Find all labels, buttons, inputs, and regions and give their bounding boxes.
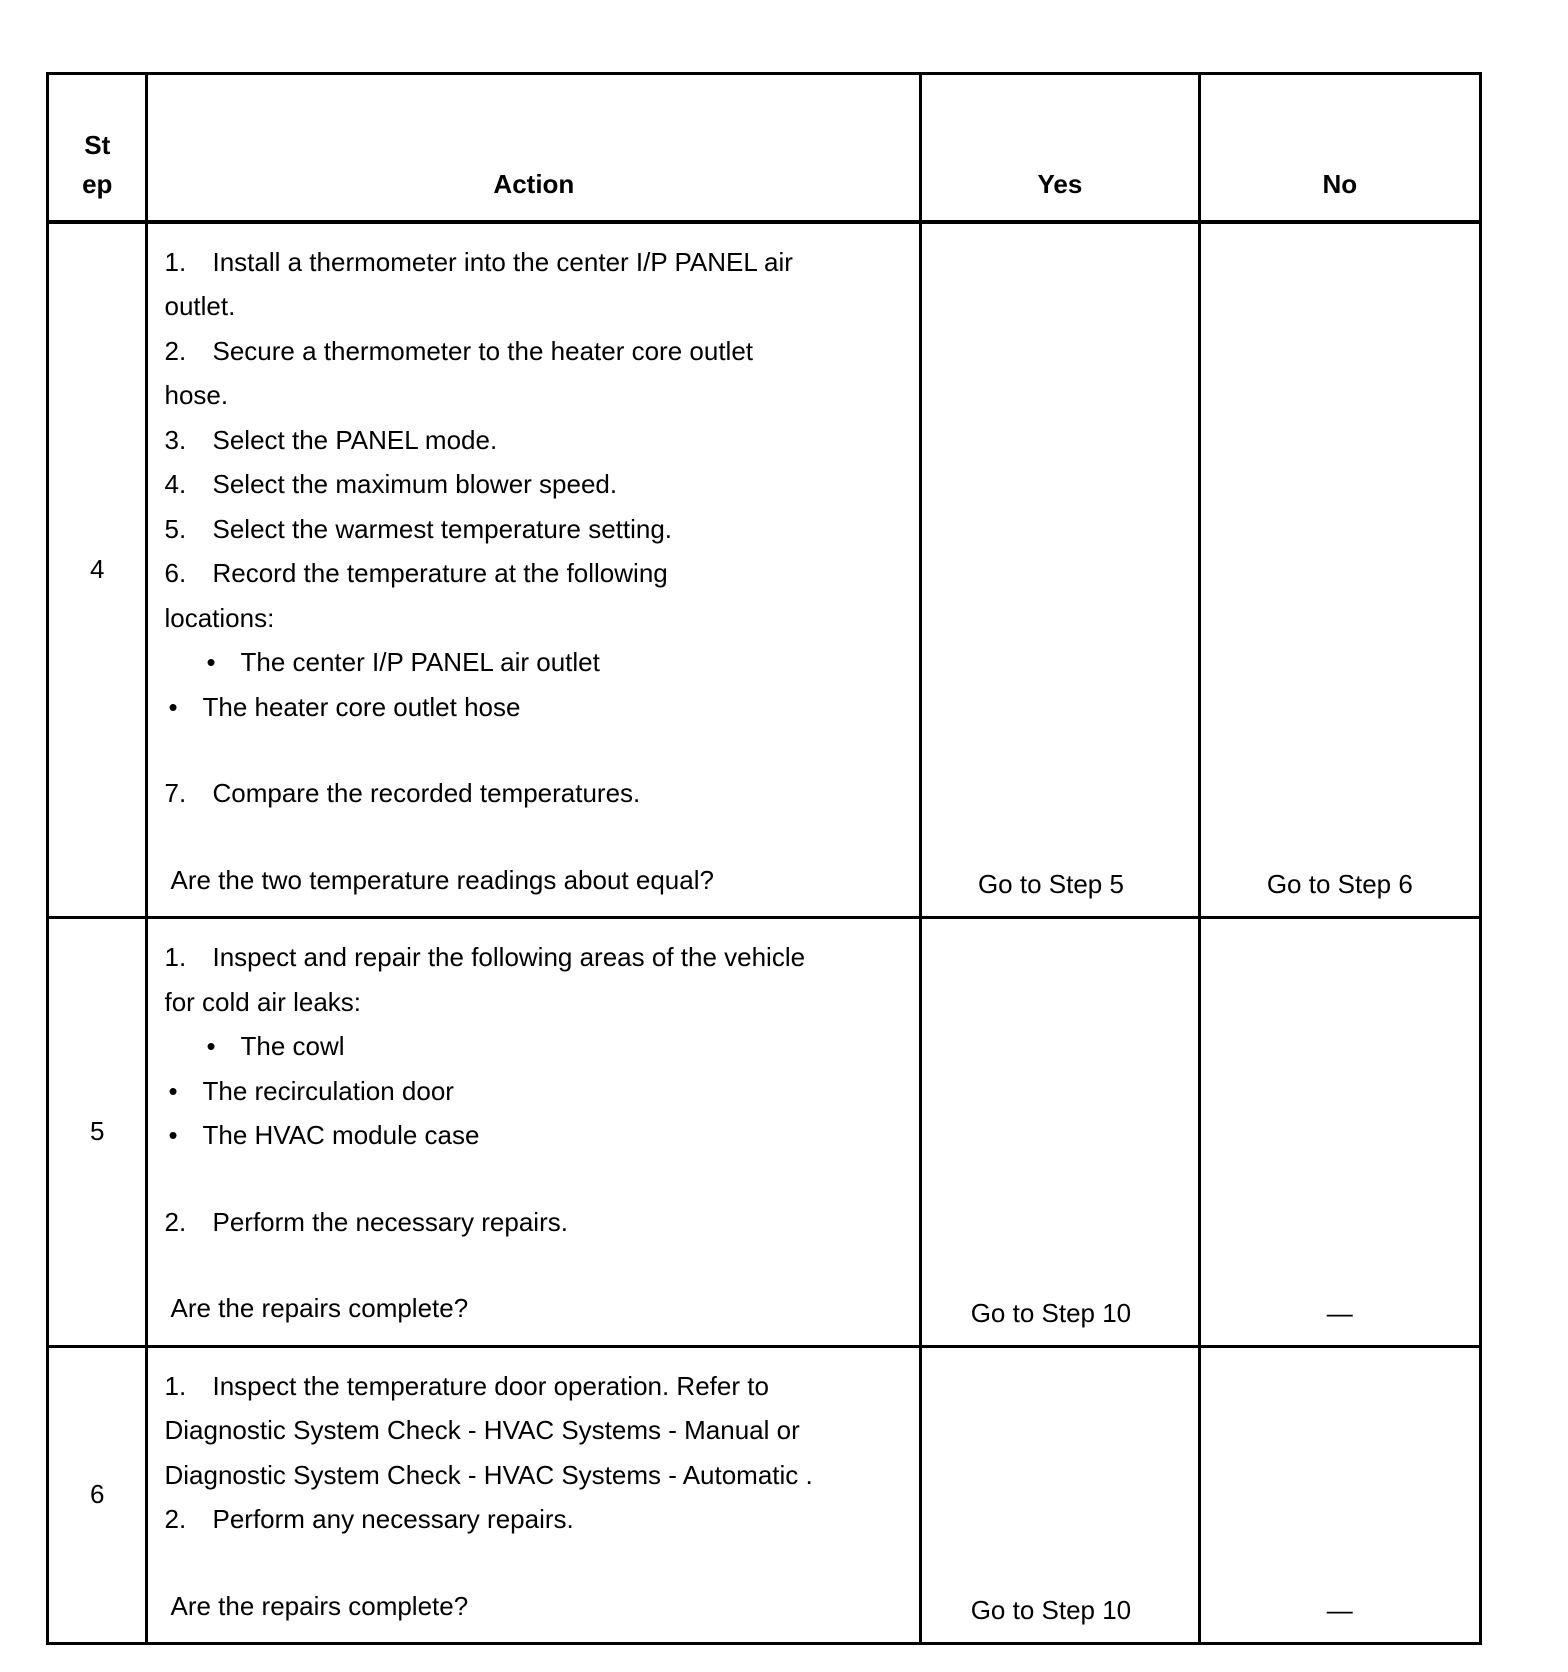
no-answer: Go to Step 6	[1199, 222, 1480, 918]
header-step: St ep	[48, 74, 147, 222]
instruction-line: 3. Select the PANEL mode.	[164, 424, 498, 455]
bullet-icon: •	[168, 1120, 178, 1150]
instruction-line: Diagnostic System Check - HVAC Systems - Manual or	[164, 1415, 800, 1445]
instruction-line: Diagnostic System Check - HVAC Systems - Automatic .	[164, 1459, 813, 1490]
action-cell	[147, 918, 921, 1347]
instruction-line: 1. Inspect the temperature door operation. Refer to	[164, 1370, 769, 1401]
step-number: 4	[48, 222, 147, 918]
header-yes: Yes	[921, 74, 1199, 222]
bullet-icon: •	[206, 647, 216, 677]
bullet-item: • The heater core outlet hose	[164, 685, 907, 730]
bullet-item: • The cowl	[164, 1024, 907, 1069]
no-answer: —	[1199, 918, 1480, 1347]
question-text: Are the repairs complete?	[170, 1293, 469, 1323]
step-number: 5	[48, 918, 147, 1347]
bullet-icon: •	[206, 1031, 216, 1061]
instruction-line: outlet.	[164, 291, 236, 321]
instruction-line: 1. Install a thermometer into the center I/P PANEL air	[164, 246, 793, 277]
instruction-line: 2. Perform the necessary repairs.	[164, 1206, 568, 1237]
question-text: Are the two temperature readings about equal?	[170, 864, 714, 895]
header-no: No	[1199, 74, 1480, 222]
table-row-step-5	[48, 918, 1481, 1347]
no-answer: —	[1199, 1346, 1480, 1644]
bullet-icon: •	[168, 691, 178, 722]
instruction-line: 2. Secure a thermometer to the heater core outlet	[164, 335, 753, 366]
diagnostic-table	[46, 72, 1482, 1645]
yes-answer: Go to Step 10	[921, 918, 1199, 1347]
bullet-item: • The HVAC module case	[164, 1113, 907, 1158]
action-cell	[147, 1346, 921, 1644]
header-row	[48, 74, 1481, 222]
bullet-item: • The center I/P PANEL air outlet	[164, 640, 907, 685]
instruction-line: 2. Perform any necessary repairs.	[164, 1504, 574, 1534]
instruction-line: hose.	[164, 380, 229, 410]
step-number: 6	[48, 1346, 147, 1644]
bullet-icon: •	[168, 1075, 178, 1106]
instruction-line: 4. Select the maximum blower speed.	[164, 469, 618, 499]
instruction-line: 6. Record the temperature at the following	[164, 558, 668, 588]
instruction-line: 1. Inspect and repair the following areas of the vehicle	[164, 942, 806, 972]
instruction-line: 5. Select the warmest temperature setting.	[164, 513, 673, 544]
instruction-line: 7. Compare the recorded temperatures.	[164, 778, 641, 808]
yes-answer: Go to Step 5	[921, 222, 1199, 918]
bullet-item: • The recirculation door	[164, 1069, 907, 1114]
table-row-step-6	[48, 1346, 1481, 1644]
instruction-line: for cold air leaks:	[164, 986, 362, 1017]
table-row-step-4	[48, 222, 1481, 918]
yes-answer: Go to Step 10	[921, 1346, 1199, 1644]
question-text: Are the repairs complete?	[170, 1590, 469, 1621]
instruction-line: locations:	[164, 602, 275, 633]
header-action: Action	[147, 74, 921, 222]
action-cell	[147, 222, 921, 918]
